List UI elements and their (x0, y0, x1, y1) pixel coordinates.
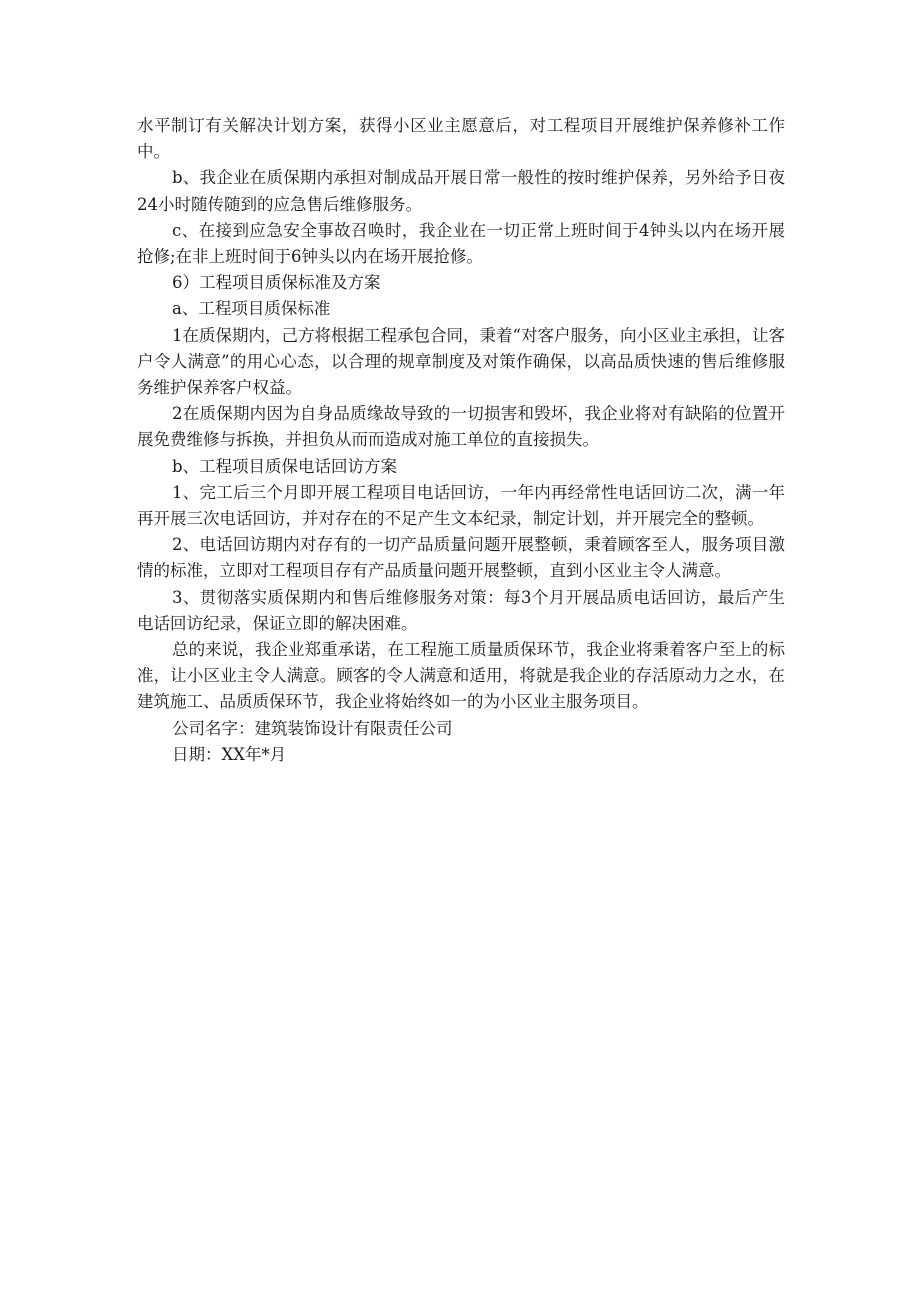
subsection-heading-b: b、工程项目质保电话回访方案 (172, 456, 398, 476)
document-page (137, 113, 785, 768)
paragraph-item-c: c、在接到应急安全事故召唤时，我企业在一切正常上班时间于4钟头以内在场开展抢修;在非上班时间于6钟头以内在场开展抢修。 (137, 220, 785, 267)
paragraph-item-b: b、我企业在质保期内承担对制成品开展日常一般性的按时维护保养，另外给予日夜24小时随传随到的应急售后维修服务。 (137, 168, 785, 214)
subsection-heading-a: a、工程项目质保标准 (172, 299, 331, 319)
paragraph-standard-2: 2在质保期内因为自身品质缘故导致的一切损害和毁坏，我企业将对有缺陷的位置开展免费维修与拆换，并担负从而而造成对施工单位的直接损失。 (137, 404, 785, 450)
paragraph-continuation: 水平制订有关解决计划方案，获得小区业主愿意后，对工程项目开展维护保养修补工作中。 (137, 116, 785, 162)
paragraph-visit-3: 3、贯彻落实质保期内和售后维修服务对策：每3个月开展品质电话回访，最后产生电话回访纪录，保证立即的解决困难。 (137, 587, 785, 633)
date-line: 日期：XX年*月 (172, 744, 287, 764)
section-heading-6: 6）工程项目质保标准及方案 (172, 273, 381, 293)
paragraph-visit-2: 2、电话回访期内对存有的一切产品质量问题开展整顿，秉着顾客至人，服务项目激情的标准，立即对工程项目存有产品质量问题开展整顿，直到小区业主令人满意。 (137, 535, 785, 581)
paragraph-standard-1: 1在质保期内，己方将根据工程承包合同，秉着“对客户服务，向小区业主承担，让客户令人满意”的用心心态，以合理的规章制度及对策作确保，以高品质快速的售后维修服务维护保养客户权益。 (137, 325, 785, 398)
company-name-line: 公司名字：建筑装饰设计有限责任公司 (172, 718, 453, 738)
paragraph-visit-1: 1、完工后三个月即开展工程项目电话回访，一年内再经常性电话回访二次，满一年再开展三次电话回访，并对存在的不足产生文本纪录，制定计划，并开展完全的整顿。 (137, 482, 785, 529)
paragraph-summary: 总的来说，我企业郑重承诺，在工程施工质量质保环节，我企业将秉着客户至上的标准，让小区业主令人满意。顾客的令人满意和适用，将就是我企业的存活原动力之水，在建筑施工、品质质保环节，我企业将始终如一的为小区业主服务项目。 (137, 640, 785, 712)
